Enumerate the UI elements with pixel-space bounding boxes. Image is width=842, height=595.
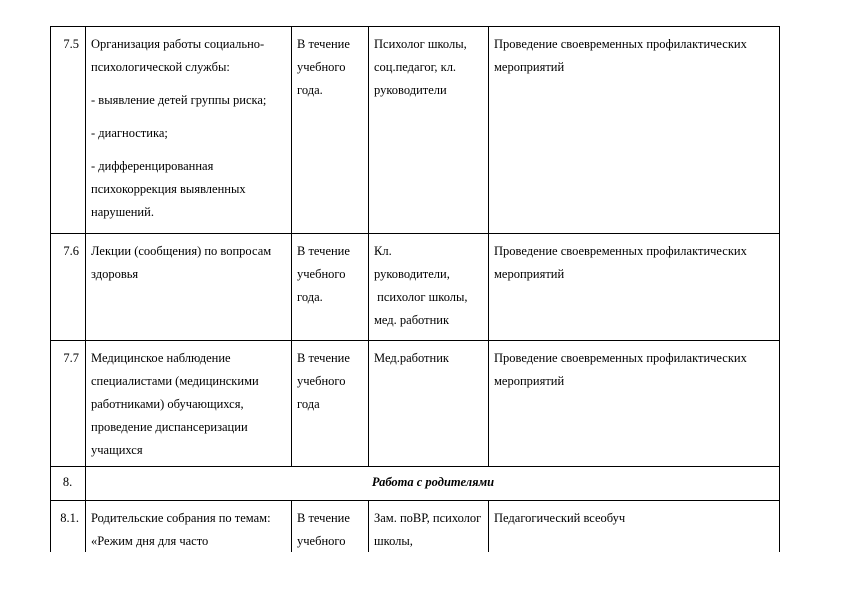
period-cell: В течение учебного года. xyxy=(292,234,369,341)
period-cell: В течение учебного года. xyxy=(292,27,369,234)
responsible-line: мед. работник xyxy=(374,313,450,327)
result-cell: Педагогический всеобуч xyxy=(489,501,780,558)
row-number: 7.5 xyxy=(51,27,86,234)
row-number: 8.1. xyxy=(51,501,86,558)
plan-table xyxy=(50,26,780,558)
activity-cell: Медицинское наблюдение специалистами (медицинскими работниками) обучающихся, проведение диспансеризации учащихся xyxy=(86,341,292,467)
activity-cell: Родительские собрания по темам: «Режим дня для часто xyxy=(86,501,292,558)
responsible-cell xyxy=(369,234,489,341)
activity-line: - выявление детей группы риска; xyxy=(91,93,267,107)
activity-cell xyxy=(86,27,292,234)
responsible-cell: Мед.работник xyxy=(369,341,489,467)
result-cell: Проведение своевременных профилактических мероприятий xyxy=(489,27,780,234)
period-cell: В течение учебного xyxy=(292,501,369,558)
section-title: Работа с родителями xyxy=(86,467,780,501)
responsible-cell: Зам. поВР, психолог школы, xyxy=(369,501,489,558)
period-cell: В течение учебного года xyxy=(292,341,369,467)
responsible-line: психолог школы, xyxy=(374,290,468,304)
activity-cell: Лекции (сообщения) по вопросам здоровья xyxy=(86,234,292,341)
responsible-cell: Психолог школы, соц.педагог, кл. руководители xyxy=(369,27,489,234)
result-cell: Проведение своевременных профилактических мероприятий xyxy=(489,234,780,341)
activity-line: - диагностика; xyxy=(91,126,168,140)
section-number: 8. xyxy=(51,467,86,501)
responsible-line: Кл. xyxy=(374,244,392,258)
section-row xyxy=(51,467,780,501)
activity-line: - дифференцированная психокоррекция выявленных нарушений. xyxy=(91,159,246,219)
row-number: 7.6 xyxy=(51,234,86,341)
table-row xyxy=(51,341,780,467)
row-number: 7.7 xyxy=(51,341,86,467)
result-cell: Проведение своевременных профилактических мероприятий xyxy=(489,341,780,467)
table-row xyxy=(51,27,780,234)
activity-line: Организация работы социально-психологической службы: xyxy=(91,37,265,74)
page-bottom-margin xyxy=(0,552,842,595)
table-row xyxy=(51,234,780,341)
responsible-line: руководители, xyxy=(374,267,450,281)
table-row xyxy=(51,501,780,558)
